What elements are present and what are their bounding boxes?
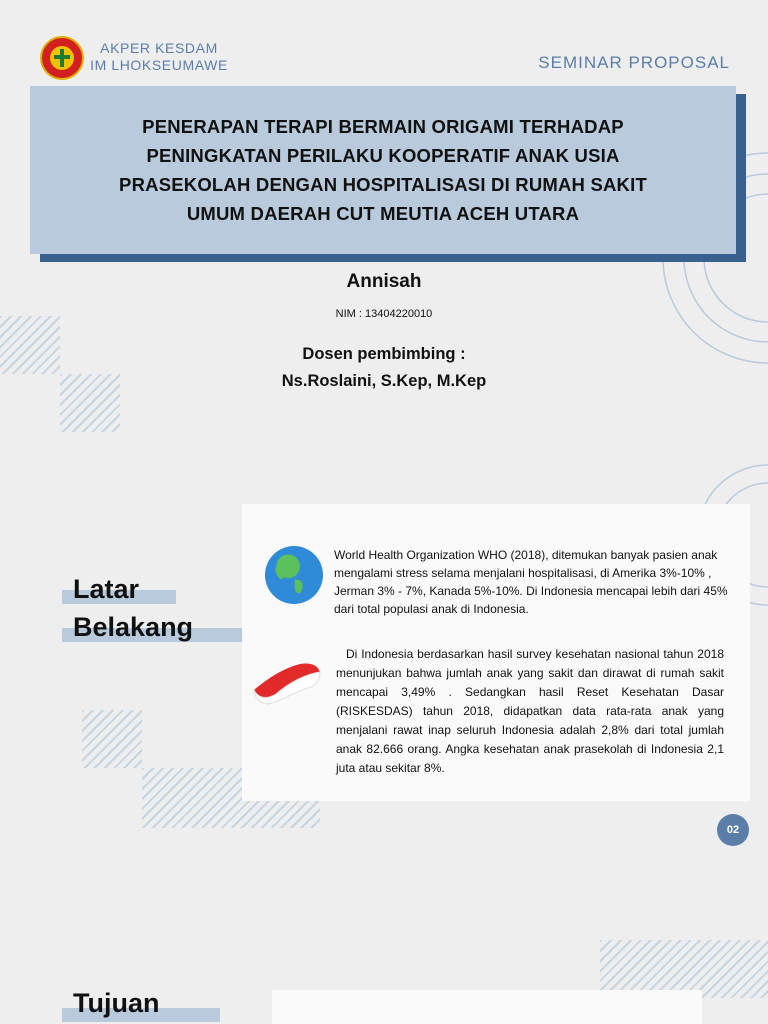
background-paragraph-1: World Health Organization WHO (2018), ditemukan banyak pasien anak mengalami stress selama menjalani hospitalisasi, di Amerika 3%-10% , Jerman 3% - 7%, Kanada 5%-10%. Di Indonesia mencapai lebih dari 45% dari total populasi anak di Indonesia. <box>334 548 728 616</box>
goal-content-card <box>272 990 702 1024</box>
institution-name: AKPER KESDAM IM LHOKSEUMAWE <box>90 40 228 73</box>
indonesia-flag-icon <box>250 660 322 708</box>
proposal-title: PENERAPAN TERAPI BERMAIN ORIGAMI TERHADAP PENINGKATAN PERILAKU KOOPERATIF ANAK USIA PRASEKOLAH DENGAN HOSPITALISASI DI RUMAH SAKIT UMUM DAERAH CUT MEUTIA ACEH UTARA <box>119 116 647 224</box>
hatch-pattern <box>82 710 142 768</box>
supervisor-name: Ns.Roslaini, S.Kep, M.Kep <box>281 372 487 390</box>
author-name: Annisah <box>346 271 422 292</box>
section-heading-background: Latar Belakang <box>73 574 194 642</box>
page-number-badge: 02 <box>717 814 749 846</box>
institution-logo <box>40 36 84 80</box>
globe-icon <box>265 546 323 604</box>
background-paragraph-2: Di Indonesia berdasarkan hasil survey kesehatan nasional tahun 2018 menunjukan bahwa jumlah anak yang sakit dan dirawat di rumah sakit mencapai 3,49% . Sedangkan hasil Reset Kesehatan Dasar (RISKESDAS) tahun 2018, didapatkan data rata-rata anak yang menjalani rawat inap seluruh Indonesia adalah 2,8% dari total jumlah anak 82.666 orang. Angka kesehatan anak prasekolah di Indonesia 2,1 juta atau sekitar 8%. <box>336 647 724 775</box>
author-nim: NIM : 13404220010 <box>335 308 433 320</box>
section-heading-goal: Tujuan <box>73 988 160 1018</box>
title-box <box>30 86 736 254</box>
supervisor-label: Dosen pembimbing : <box>302 345 466 363</box>
seminar-label: SEMINAR PROPOSAL <box>538 53 730 72</box>
